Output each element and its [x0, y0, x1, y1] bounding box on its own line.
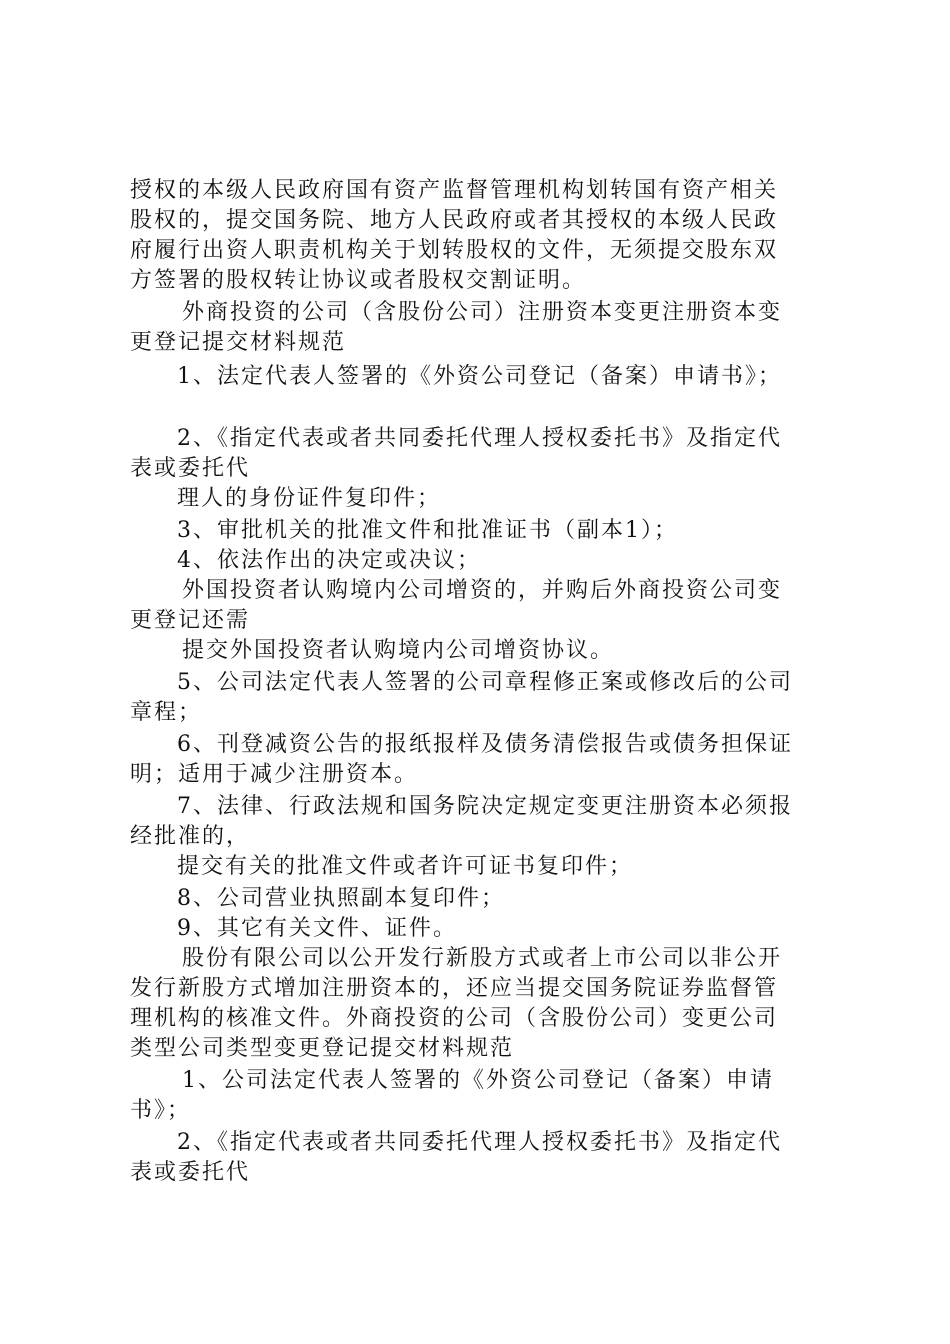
- text-line: 提交有关的批准文件或者许可证书复印件；: [177, 854, 634, 879]
- text-line: 1、法定代表人签署的《外资公司登记（备案）申请书》；: [177, 364, 782, 389]
- text-line: 3、审批机关的批准文件和批准证书（副本1）；: [177, 518, 678, 543]
- text-line: 类型公司类型变更登记提交材料规范: [130, 1036, 515, 1061]
- text-line: 2、《指定代表或者共同委托代理人授权委托书》及指定代: [177, 1130, 782, 1155]
- text-line: 股权的，提交国务院、地方人民政府或者其授权的本级人民政: [130, 208, 779, 233]
- text-line: 外商投资的公司（含股份公司）注册资本变更注册资本变: [182, 300, 783, 325]
- text-line: 发行新股方式增加注册资本的，还应当提交国务院证券监督管: [130, 976, 779, 1001]
- text-line: 1、公司法定代表人签署的《外资公司登记（备案）申请: [182, 1068, 774, 1093]
- text-line: 理机构的核准文件。外商投资的公司（含股份公司）变更公司: [130, 1006, 779, 1031]
- text-line: 表或委托代: [130, 1160, 251, 1185]
- text-line: 4、依法作出的决定或决议；: [177, 548, 481, 573]
- text-line: 5、公司法定代表人签署的公司章程修正案或修改后的公司: [177, 670, 793, 695]
- text-line: 经批准的，: [130, 824, 251, 849]
- text-line: 6、刊登减资公告的报纸报样及债务清偿报告或债务担保证: [177, 732, 793, 757]
- text-line: 更登记还需: [130, 608, 251, 633]
- text-line: 理人的身份证件复印件；: [177, 486, 442, 511]
- text-line: 9、其它有关文件、证件。: [177, 916, 457, 941]
- text-line: 7、法律、行政法规和国务院决定规定变更注册资本必须报: [177, 794, 793, 819]
- text-line: 提交外国投资者认购境内公司增资协议。: [182, 638, 615, 663]
- text-line: 授权的本级人民政府国有资产监督管理机构划转国有资产相关: [130, 178, 779, 203]
- text-line: 2、《指定代表或者共同委托代理人授权委托书》及指定代: [177, 426, 782, 451]
- text-line: 更登记提交材料规范: [130, 330, 347, 355]
- text-line: 方签署的股权转让协议或者股权交割证明。: [130, 268, 587, 293]
- text-line: 股份有限公司以公开发行新股方式或者上市公司以非公开: [182, 946, 783, 971]
- text-line: 书》；: [130, 1098, 192, 1123]
- text-line: 明；适用于减少注册资本。: [130, 762, 419, 787]
- text-line: 章程；: [130, 700, 203, 725]
- text-line: 外国投资者认购境内公司增资的，并购后外商投资公司变: [182, 578, 783, 603]
- text-line: 8、公司营业执照副本复印件；: [177, 886, 505, 911]
- text-line: 表或委托代: [130, 456, 251, 481]
- text-line: 府履行出资人职责机构关于划转股权的文件，无须提交股东双: [130, 238, 779, 263]
